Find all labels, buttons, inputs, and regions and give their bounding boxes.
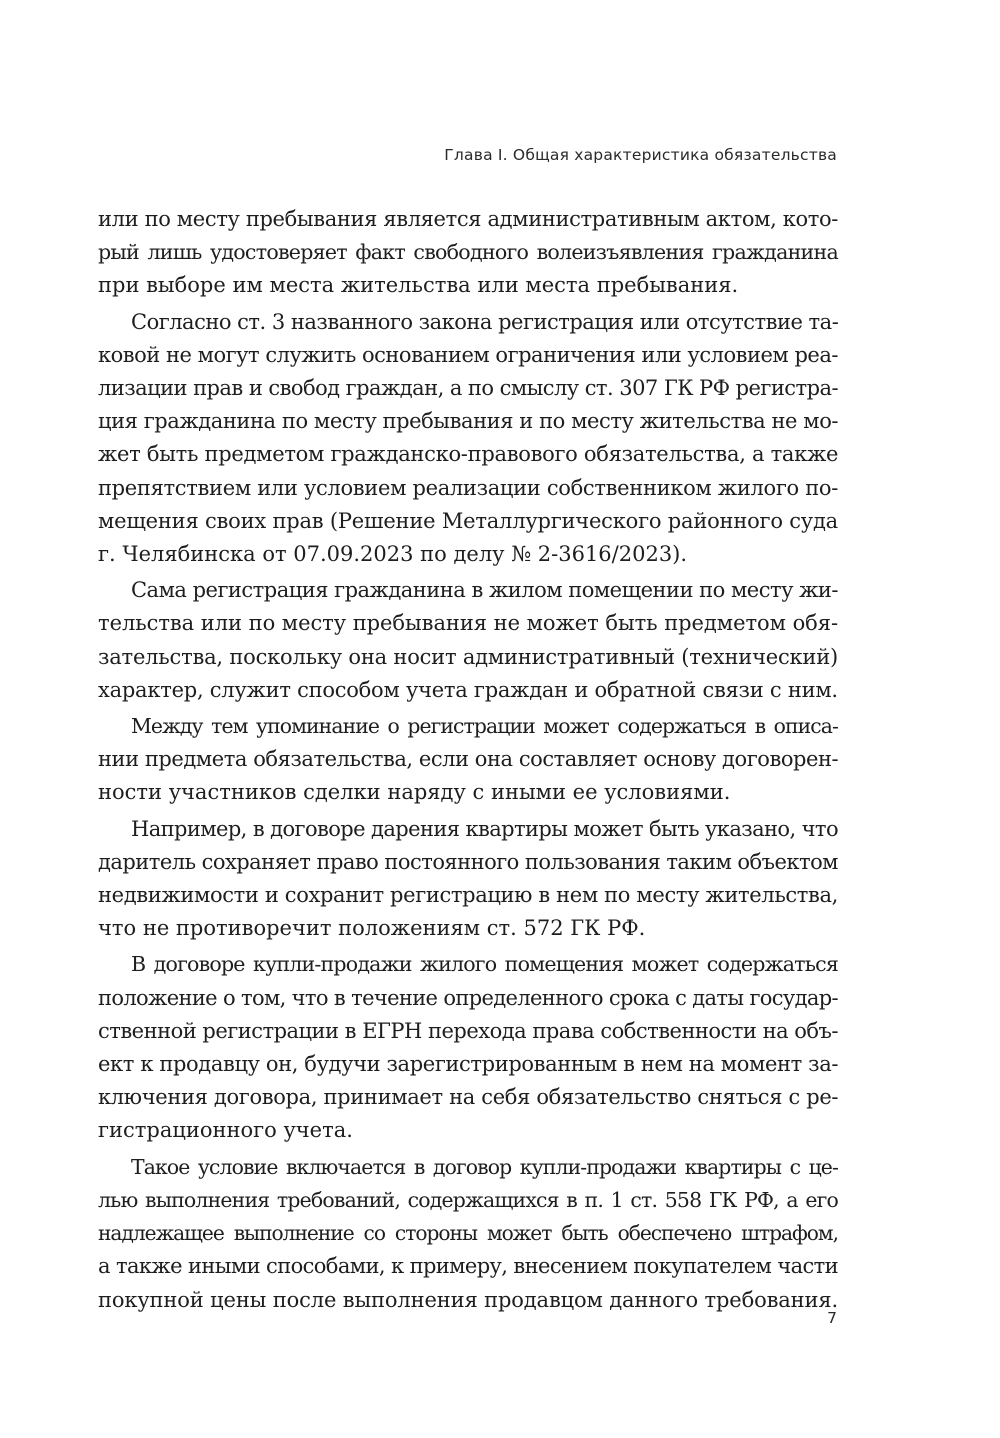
text-line: гистрационного учета.: [98, 1118, 353, 1143]
text-line: а также иными способами, к примеру, внесением покупателем части: [98, 1254, 839, 1279]
text-line: Например, в договоре дарения квартиры может быть указано, что: [131, 816, 838, 841]
text-line: ности участников сделки наряду с иными ее условиями.: [98, 780, 731, 805]
text-line: положение о том, что в течение определенного срока с даты государ-: [98, 985, 839, 1010]
text-line: покупной цены после выполнения продавцом данного требования.: [98, 1287, 839, 1312]
text-line: лизации прав и свобод граждан, а по смыслу ст. 307 ГК РФ регистра-: [98, 376, 838, 401]
text-line: В договоре купли-продажи жилого помещения может содержаться: [131, 952, 838, 977]
text-line: лью выполнения требований, содержащихся в п. 1 ст. 558 ГК РФ, а его: [98, 1187, 838, 1212]
text-line: или по месту пребывания является административным актом, кото-: [98, 207, 839, 231]
text-line: недвижимости и сохранит регистрацию в нем по месту жительства,: [98, 883, 838, 908]
text-line: ственной регистрации в ЕГРН перехода права собственности на объ-: [98, 1018, 838, 1043]
paragraph-2: [98, 306, 838, 572]
text-line: зательства, поскольку она носит административный (технический): [98, 644, 838, 669]
text-line: Такое условие включается в договор купли-продажи квартиры с це-: [131, 1154, 838, 1179]
page-number: 7: [827, 1309, 837, 1327]
running-header: Глава I. Общая характеристика обязательства: [444, 146, 837, 164]
text-line: тельства или по месту пребывания не может быть предметом обя-: [98, 611, 838, 636]
text-line: характер, служит способом учета граждан и обратной связи с ним.: [98, 677, 838, 702]
text-line: ция гражданина по месту пребывания и по месту жительства не мо-: [98, 409, 839, 434]
paragraph-3: [98, 574, 838, 707]
text-line: г. Челябинска от 07.09.2023 по делу № 2-3616/2023).: [98, 542, 688, 567]
text-line: нии предмета обязательства, если она составляет основу договорен-: [98, 747, 839, 772]
text-line: ект к продавцу он, будучи зарегистрированным в нем на момент за-: [98, 1052, 839, 1077]
paragraph-4: [98, 710, 838, 810]
text-line: ковой не могут служить основанием ограничения или условием реа-: [98, 342, 838, 367]
text-line: что не противоречит положениям ст. 572 ГК РФ.: [98, 916, 646, 941]
paragraph-1: [98, 203, 838, 303]
text-line: рый лишь удостоверяет факт свободного волеизъявления гражданина: [98, 240, 838, 265]
text-line: Сама регистрация гражданина в жилом помещении по месту жи-: [131, 578, 838, 603]
text-line: даритель сохраняет право постоянного пользования таким объектом: [98, 849, 838, 874]
text-line: надлежащее выполнение со стороны может быть обеспечено штрафом,: [98, 1221, 838, 1246]
text-line: мещения своих прав (Решение Металлургического районного суда: [98, 508, 838, 533]
text-line: препятствием или условием реализации собственником жилого по-: [98, 475, 838, 500]
paragraph-7: [98, 1151, 838, 1317]
text-line: Согласно ст. 3 названного закона регистрация или отсутствие та-: [131, 309, 839, 334]
paragraph-5: [98, 813, 838, 946]
text-line: жет быть предметом гражданско-правового обязательства, а также: [98, 442, 839, 467]
text-line: ключения договора, принимает на себя обязательство сняться с ре-: [98, 1085, 839, 1110]
text-line: Между тем упоминание о регистрации может содержаться в описа-: [131, 714, 838, 739]
body-text: [98, 203, 838, 1320]
paragraph-6: [98, 948, 838, 1147]
text-line: при выборе им места жительства или места пребывания.: [98, 273, 739, 298]
